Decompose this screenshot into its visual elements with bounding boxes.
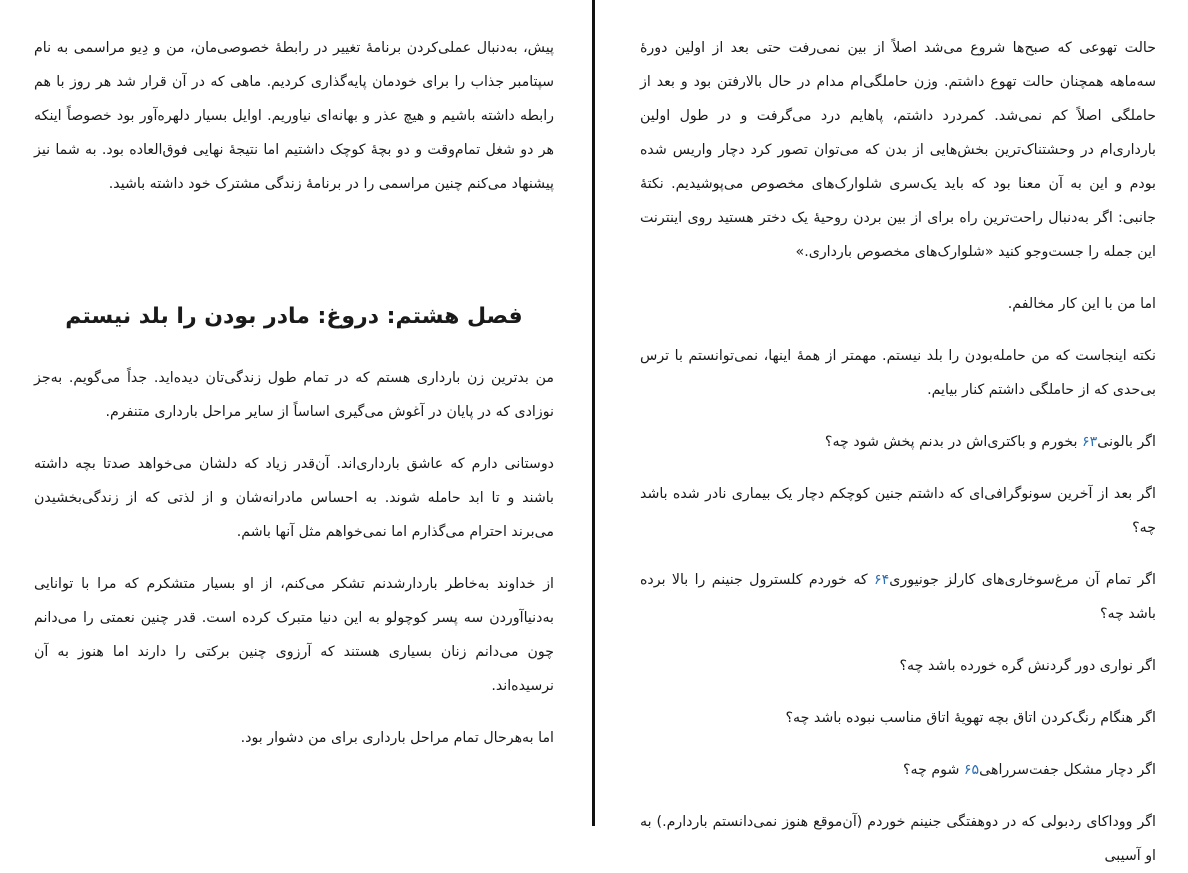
question-line: اگر بالونی۶۳ بخورم و باکتری‌اش در بدنم پخش شود چه؟ — [824, 434, 1156, 450]
paragraph: پیش، به‌دنبال عملی‌کردن برنامهٔ تغییر در رابطهٔ خصوصی‌مان، من و دِیو مراسمی به نام سپتامبر جذاب را برای خودمان پایه‌گذاری کردیم. ماهی که در آن قرار شد هر روز با هم رابطه داشته باشیم و هیچ عذر و بهانه‌ای نیاوریم. اوایل بسیار دلهره‌آور بود خصوصاً اینکه هر دو شغل تمام‌وقت و دو بچهٔ کوچک داشتیم اما نتیجهٔ نهایی فوق‌العاده بود. به شما نیز پیشنهاد می‌کنم چنین مراسمی را در برنامهٔ زندگی مشترک خود داشته باشید. — [34, 40, 554, 192]
left-page — [34, 31, 554, 755]
question-line: اگر ووداکای ردبولی که در دوهفتگی جنینم خوردم (آن‌موقع هنوز نمی‌دانستم باردارم.) به او آسیبی — [640, 814, 1156, 864]
paragraph: اما به‌هرحال تمام مراحل بارداری برای من دشوار بود. — [240, 730, 554, 746]
chapter-title: فصل هشتم: دروغ: مادر بودن را بلد نیستم — [65, 304, 523, 329]
paragraph: از خداوند به‌خاطر باردارشدنم تشکر می‌کنم، از او بسیار متشکرم که مرا با توانایی به‌دنیاآوردن سه پسر کوچولو به این دنیا متبرک کرده است. قدر چنین نعمتی را می‌دانم چون می‌دانم زنان بسیاری هستند که آرزوی چنین برکتی را دارند اما هنوز به آن نرسیده‌اند. — [34, 576, 554, 694]
paragraph: نکته اینجاست که من حامله‌بودن را بلد نیستم. مهمتر از همهٔ اینها، نمی‌توانستم با ترس بی‌حدی که از حاملگی داشتم کنار بیایم. — [640, 348, 1156, 398]
paragraph: اما من با این کار مخالفم. — [1007, 296, 1156, 312]
paragraph: دوستانی دارم که عاشق بارداری‌اند. آن‌قدر زیاد که دلشان می‌خواهد صدتا بچه داشته باشند و تا ابد حامله شوند. به احساس مادرانه‌شان و از لذتی که از زندگی‌بخشیدن می‌برند احترام می‌گذارم اما نمی‌خواهم مثل آنها باشم. — [34, 456, 554, 540]
page-divider — [592, 0, 595, 826]
question-line: اگر دچار مشکل جفت‌سرراهی۶۵ شوم چه؟ — [902, 762, 1156, 778]
footnote-marker[interactable]: ۶۳ — [1082, 434, 1098, 450]
question-line: اگر تمام آن مرغ‌سوخاری‌های کارلز جونیوری۶۴ که خوردم کلسترول جنینم را بالا برده باشد چه؟ — [640, 572, 1156, 622]
question-line: اگر هنگام رنگ‌کردن اتاق بچه تهویهٔ اتاق مناسب نبوده باشد چه؟ — [785, 710, 1156, 726]
right-page — [640, 31, 1156, 873]
paragraph: حالت تهوعی که صبح‌ها شروع می‌شد اصلاً از بین نمی‌رفت حتی بعد از اولین دورهٔ سه‌ماهه همچنان حالت تهوع داشتم. وزن حاملگی‌ام مدام در حال بالارفتن بود و بعد از حاملگی اصلاً کم نمی‌شد. کمردرد داشتم، پاهایم درد می‌گرفت و در طول اولین بارداری‌ام در وحشتناک‌ترین بخش‌هایی از بدن که می‌توان تصور کرد دچار واریس شده بودم و این به آن معنا بود که باید یک‌سری شلوارک‌های مخصوص می‌پوشیدیم. نکتهٔ جانبی: اگر به‌دنبال راحت‌ترین راه برای از بین بردن روحیهٔ یک دختر هستید روی اینترنت این جمله را جست‌وجو کنید «شلوارک‌های مخصوص بارداری.» — [640, 40, 1156, 260]
footnote-marker[interactable]: ۶۵ — [963, 762, 980, 778]
question-line: اگر بعد از آخرین سونوگرافی‌ای که داشتم جنین کوچکم دچار یک بیماری نادر شده باشد چه؟ — [640, 486, 1156, 536]
footnote-marker[interactable]: ۶۴ — [874, 572, 890, 588]
question-line: اگر نواری دور گردنش گره خورده باشد چه؟ — [899, 658, 1156, 674]
paragraph: من بدترین زن بارداری هستم که در تمام طول زندگی‌تان دیده‌اید. جداً می‌گویم. به‌جز نوزادی که در پایان در آغوش می‌گیری اساساً از سایر مراحل بارداری متنفرم. — [34, 370, 554, 420]
